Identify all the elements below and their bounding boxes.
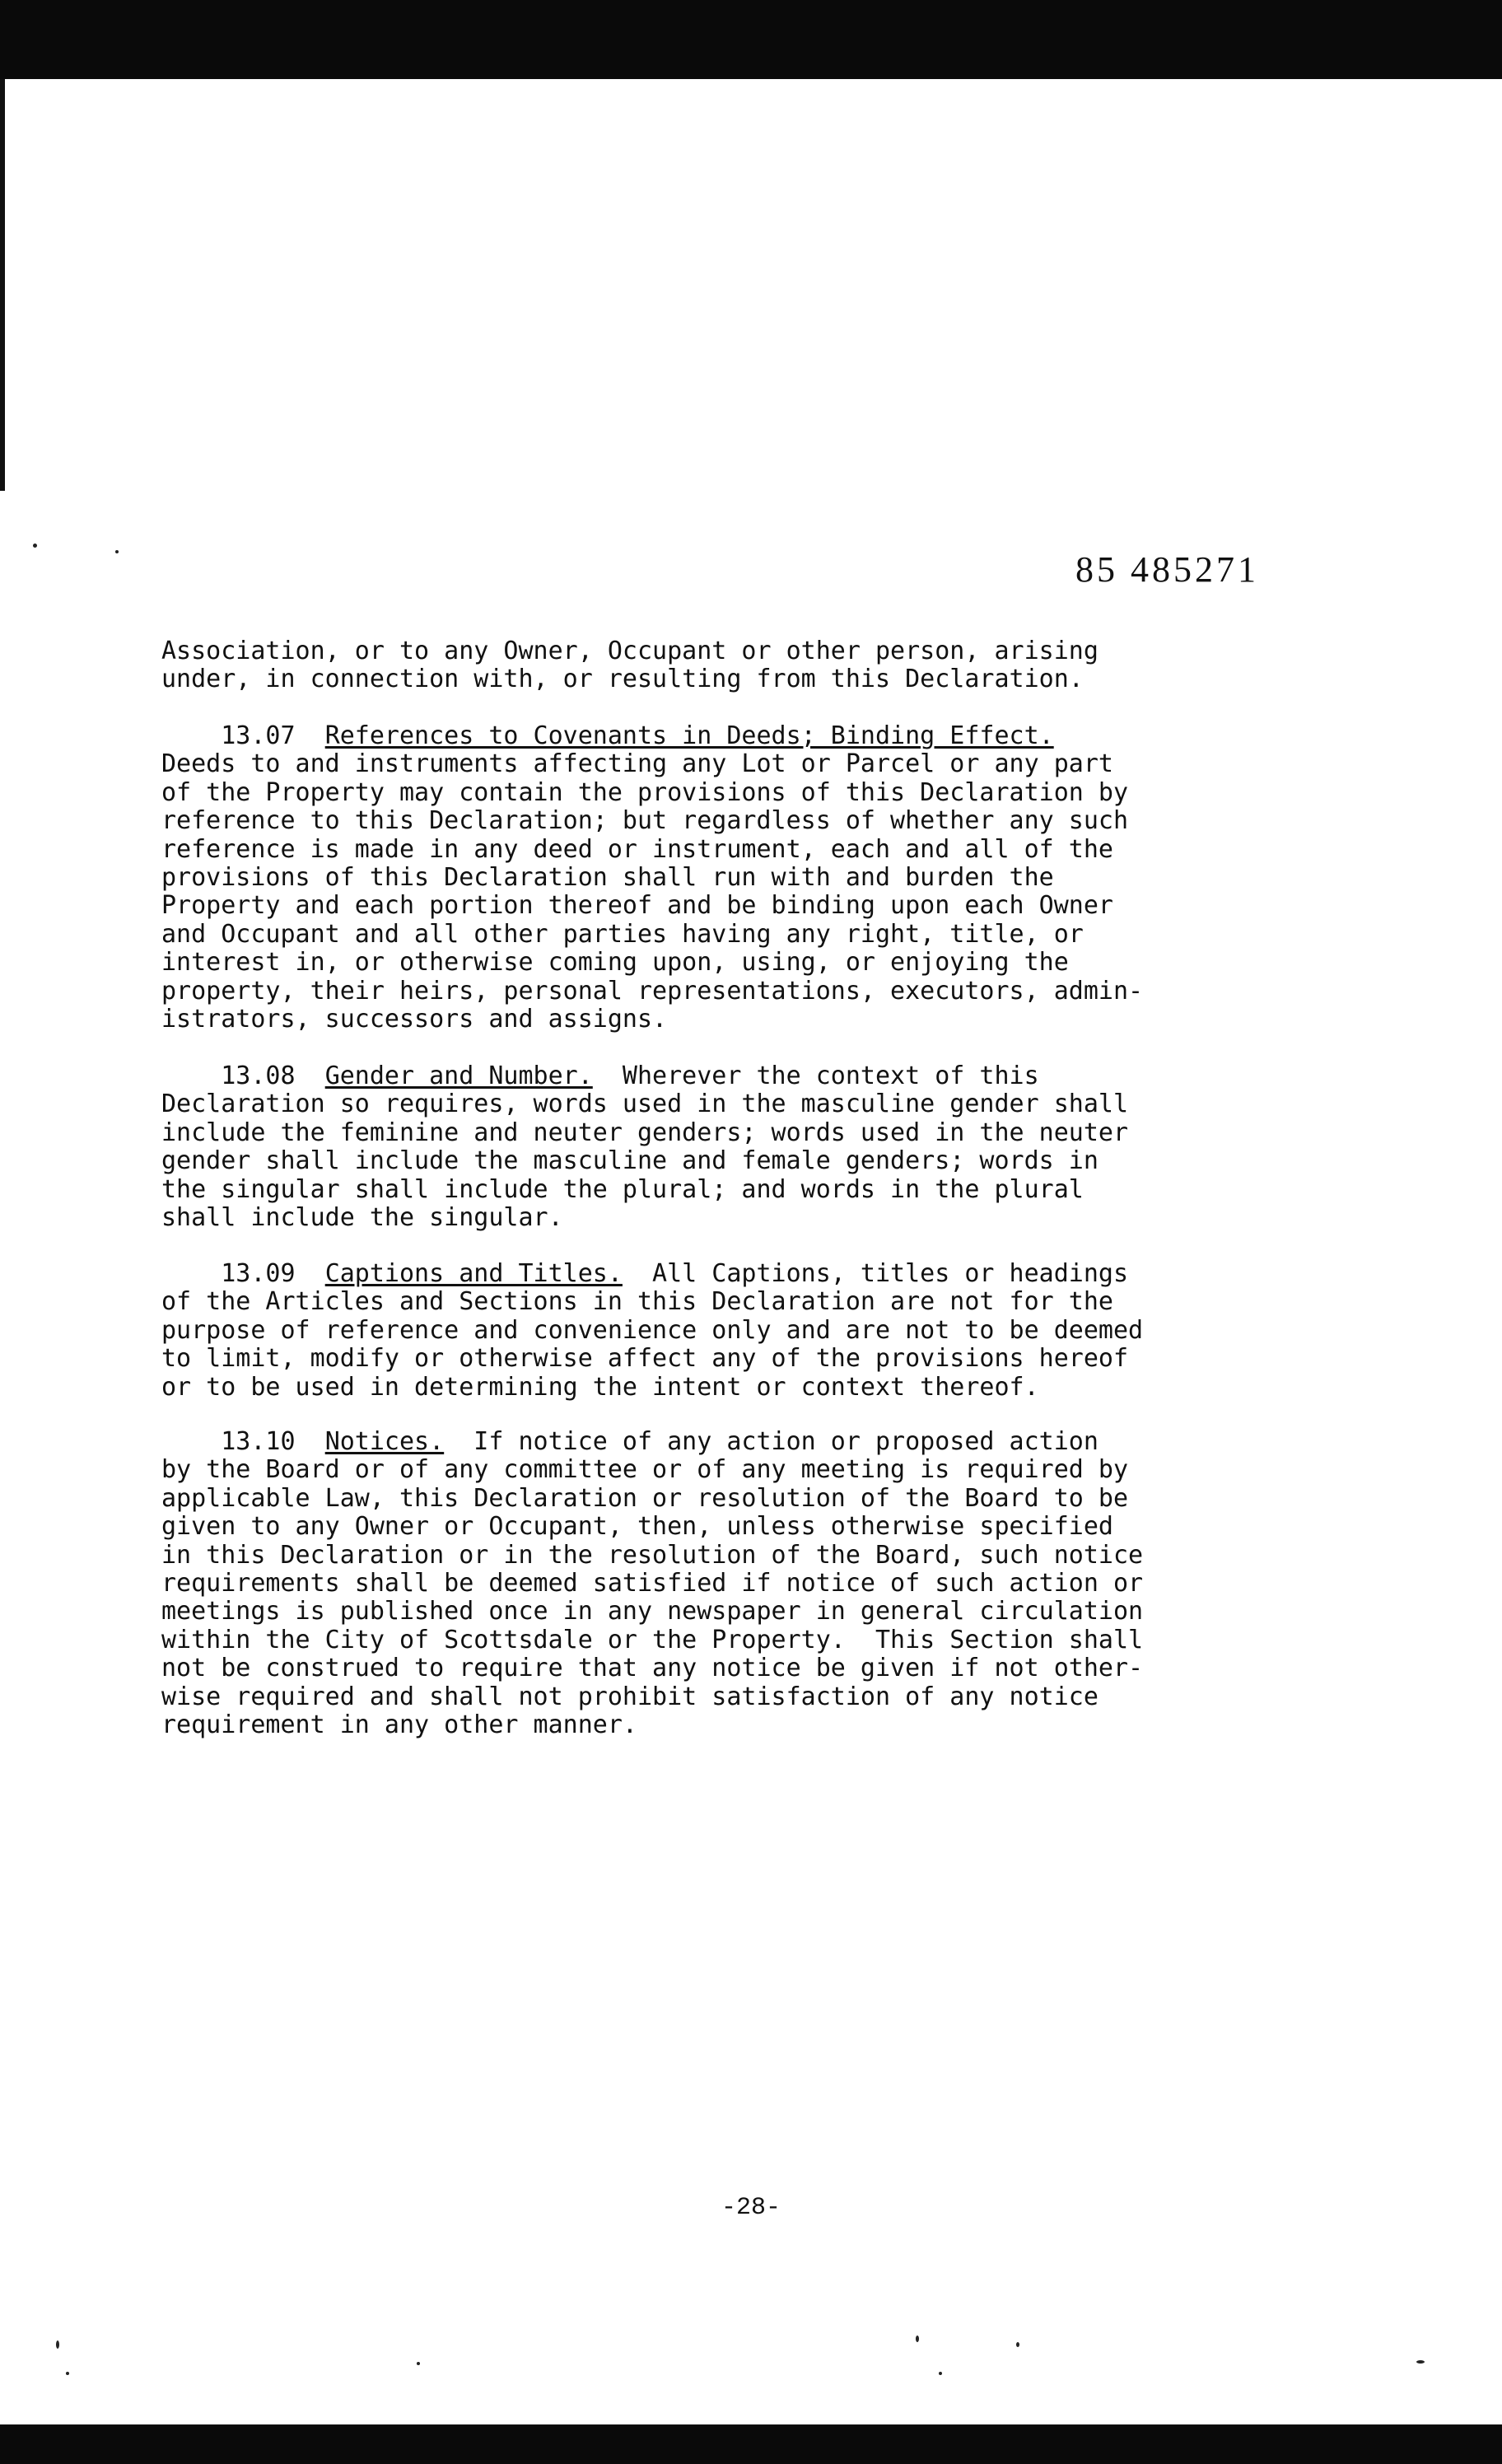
- paragraph-line: in this Declaration or in the resolution of the Board, such notice: [161, 1540, 1144, 1570]
- section-13-08: [161, 1062, 1347, 1232]
- scan-speck: [33, 544, 37, 548]
- page-number: -28-: [721, 2194, 781, 2222]
- section-number: 13.08: [221, 1062, 296, 1090]
- paragraph-line: shall include the singular.: [161, 1203, 563, 1233]
- paragraph-line: requirements shall be deemed satisfied if notice of such action or: [161, 1569, 1144, 1598]
- section-13-07: [161, 722, 1347, 1034]
- scan-top-border: [0, 0, 1502, 79]
- paragraph-line: wise required and shall not prohibit satisfaction of any notice: [161, 1682, 1099, 1711]
- paragraph-line: under, in connection with, or resulting from this Declaration.: [161, 665, 1084, 694]
- section-first-line-text: Wherever the context of this: [592, 1062, 1039, 1090]
- paragraph-line: istrators, successors and assigns.: [161, 1005, 668, 1034]
- paragraph-line: by the Board or of any committee or of any meeting is required by: [161, 1455, 1128, 1485]
- document-number: 85 485271: [1075, 549, 1259, 590]
- paragraph-line: reference to this Declaration; but regardless of whether any such: [161, 806, 1128, 836]
- paragraph-line: of the Property may contain the provisions of this Declaration by: [161, 777, 1128, 807]
- paragraph-line: purpose of reference and convenience only and are not to be deemed: [161, 1315, 1144, 1345]
- paragraph-line: Declaration so requires, words used in the masculine gender shall: [161, 1090, 1128, 1119]
- section-number: 13.09: [221, 1259, 296, 1288]
- section-heading: Captions and Titles.: [324, 1259, 623, 1288]
- paragraph-line: meetings is published once in any newspaper in general circulation: [161, 1597, 1144, 1626]
- section-first-line-text: If notice of any action or proposed action: [444, 1427, 1099, 1456]
- paragraph-line: and Occupant and all other parties having any right, title, or: [161, 919, 1084, 949]
- scan-speck: [916, 2336, 919, 2342]
- scan-speck: [66, 2372, 69, 2375]
- paragraph-line: to limit, modify or otherwise affect any of the provisions hereof: [161, 1344, 1128, 1374]
- scan-bottom-border: [0, 2424, 1502, 2464]
- scan-speck: [115, 550, 119, 553]
- section-13-09: [161, 1260, 1347, 1402]
- continuation-paragraph: [161, 637, 1347, 694]
- paragraph-line: Deeds to and instruments affecting any Lot or Parcel or any part: [161, 749, 1113, 779]
- section-number: 13.10: [221, 1427, 296, 1456]
- paragraph-line: within the City of Scottsdale or the Property. This Section shall: [161, 1625, 1144, 1654]
- section-heading: Gender and Number.: [324, 1062, 593, 1090]
- scan-speck: [939, 2372, 942, 2375]
- paragraph-line: requirement in any other manner.: [161, 1710, 637, 1740]
- scan-left-edge: [0, 79, 5, 491]
- paragraph-line: property, their heirs, personal representations, executors, admin-: [161, 976, 1144, 1006]
- scan-speck: [56, 2340, 59, 2349]
- section-first-line-text: All Captions, titles or headings: [622, 1259, 1129, 1288]
- scan-speck: [1016, 2342, 1019, 2347]
- paragraph-line: Property and each portion thereof and be binding upon each Owner: [161, 891, 1113, 921]
- paragraph-line: Association, or to any Owner, Occupant or other person, arising: [161, 637, 1099, 665]
- paragraph-line: interest in, or otherwise coming upon, using, or enjoying the: [161, 948, 1069, 978]
- section-number: 13.07: [221, 721, 296, 750]
- section-heading: References to Covenants in Deeds; Binding Effect.: [324, 721, 1054, 750]
- paragraph-line: or to be used in determining the intent or context thereof.: [161, 1372, 1039, 1402]
- paragraph-line: applicable Law, this Declaration or resolution of the Board to be: [161, 1483, 1128, 1513]
- paragraph-line: the singular shall include the plural; and words in the plural: [161, 1174, 1084, 1204]
- section-heading: Notices.: [324, 1427, 445, 1456]
- scan-speck: [1416, 2360, 1425, 2364]
- paragraph-line: include the feminine and neuter genders; words used in the neuter: [161, 1118, 1128, 1147]
- paragraph-line: gender shall include the masculine and female genders; words in: [161, 1146, 1099, 1176]
- paragraph-line: provisions of this Declaration shall run with and burden the: [161, 863, 1054, 893]
- paragraph-line: of the Articles and Sections in this Declaration are not for the: [161, 1287, 1113, 1317]
- paragraph-line: reference is made in any deed or instrument, each and all of the: [161, 834, 1113, 864]
- scan-speck: [417, 2362, 420, 2365]
- section-13-10: [161, 1428, 1347, 1739]
- paragraph-line: given to any Owner or Occupant, then, unless otherwise specified: [161, 1512, 1113, 1542]
- paragraph-line: not be construed to require that any notice be given if not other-: [161, 1654, 1144, 1683]
